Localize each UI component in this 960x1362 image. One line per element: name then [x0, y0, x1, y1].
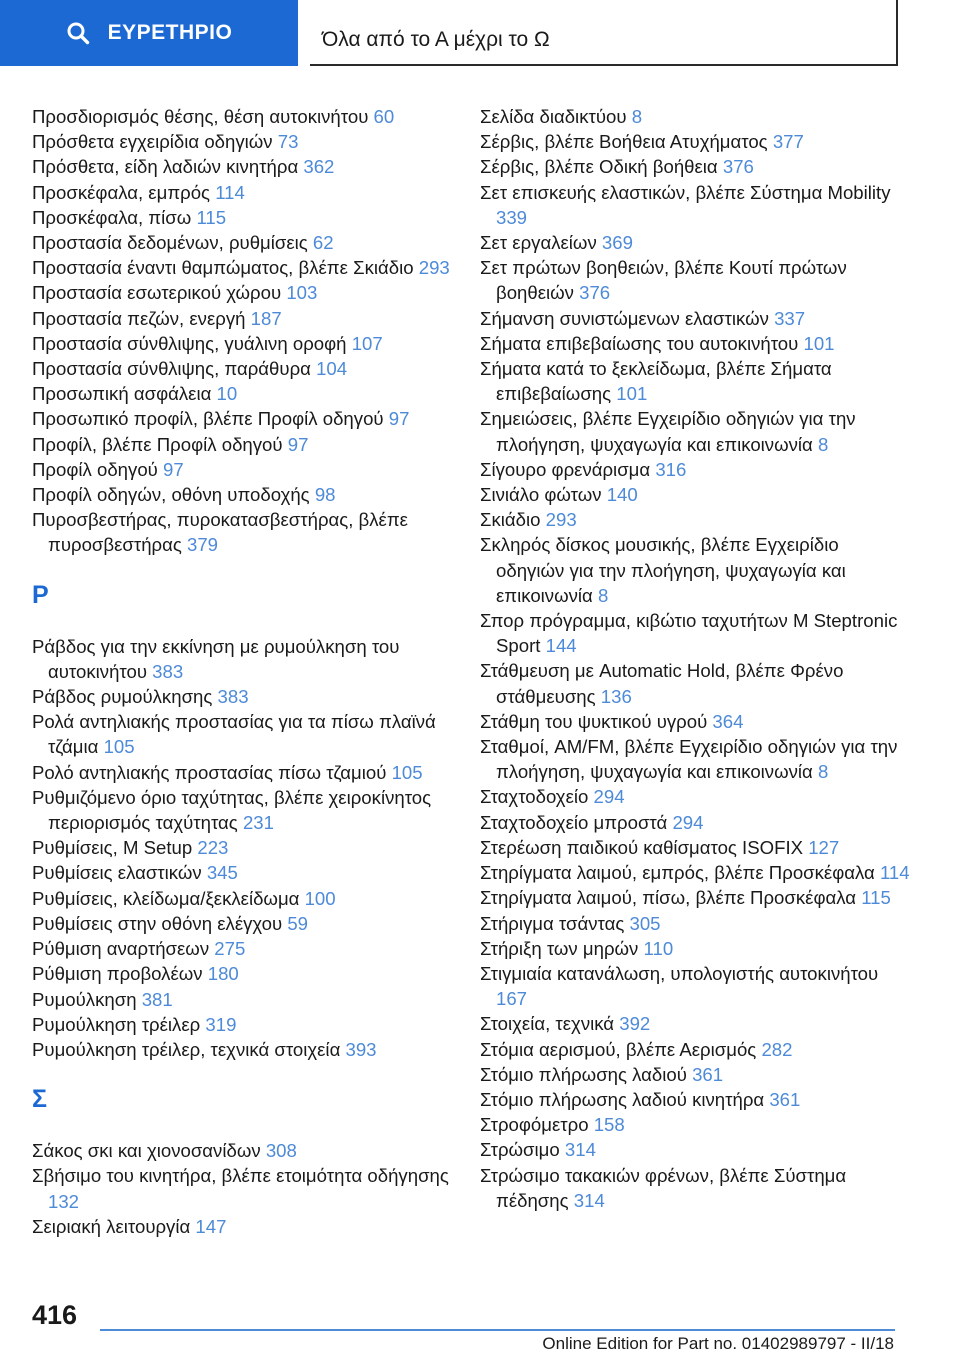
index-entry [32, 760, 462, 785]
index-entry [32, 104, 462, 129]
index-tab-label: ΕΥΡΕΤΗΡΙΟ [107, 21, 233, 44]
page-link[interactable]: 105 [391, 761, 423, 783]
index-tab[interactable] [0, 0, 298, 66]
page-link[interactable]: 104 [316, 358, 348, 380]
footer-divider [100, 1329, 895, 1331]
index-entry-text: Ρυθμίσεις ελαστικών [32, 862, 202, 884]
search-icon [66, 21, 90, 45]
page-link[interactable]: 110 [643, 937, 674, 959]
index-entry [480, 457, 910, 482]
page-link[interactable]: 10 [216, 383, 238, 405]
index-entry-text: Ρυθμίσεις, κλείδωμα/ξεκλείδωμα [32, 887, 300, 909]
index-entry-text: Σέρβις, βλέπε Οδική βοήθεια [480, 156, 718, 178]
index-entry [32, 381, 462, 406]
index-entry-text: Ρυμούλκηση [32, 988, 137, 1010]
index-entry [32, 886, 462, 911]
page-link[interactable]: 167 [496, 988, 528, 1010]
index-entry-text: Στήριξη των μηρών [480, 937, 639, 959]
page-link[interactable]: 59 [287, 912, 309, 934]
index-entry-text: Στόμιο πλήρωσης λαδιού κινητήρα [480, 1088, 765, 1110]
index-column-right [480, 104, 910, 1213]
page-link[interactable]: 362 [303, 156, 335, 178]
index-entry [480, 734, 910, 784]
index-entry-text: Ρυθμίσεις, M Setup [32, 837, 193, 859]
index-entry [32, 432, 462, 457]
index-entry [32, 1163, 462, 1213]
page-link[interactable]: 293 [545, 509, 577, 531]
index-entry [32, 205, 462, 230]
index-entry-text: Ρύθμιση αναρτήσεων [32, 938, 210, 960]
index-letter-heading: Ρ [32, 580, 49, 609]
page-link[interactable]: 147 [195, 1215, 227, 1237]
page-link[interactable]: 282 [761, 1038, 793, 1060]
index-entry-text: Προστασία πεζών, ενεργή [32, 307, 246, 329]
index-entry [480, 709, 910, 734]
page-link[interactable]: 275 [214, 938, 246, 960]
index-entry [480, 104, 910, 129]
index-entry-text: Σινιάλο φώτων [480, 484, 602, 506]
index-entry-text: Προσδιορισμός θέσης, θέση αυτοκινήτου [32, 106, 369, 127]
page-link[interactable]: 345 [206, 862, 238, 884]
index-entry-text: Σήματα επιβεβαίωσης του αυτοκινήτου [480, 332, 799, 354]
index-entry-text: Στόμιο πλήρωσης λαδιού [480, 1063, 687, 1085]
index-entry-text: Προφίλ, βλέπε Προφίλ οδηγού [32, 433, 283, 455]
index-entry [32, 356, 462, 381]
index-entry-text: Σταχτοδοχείο μπροστά [480, 811, 668, 833]
index-entry-text: Στρώσιμο [480, 1139, 560, 1161]
page-link[interactable]: 8 [817, 433, 829, 455]
page-link[interactable]: 8 [631, 106, 643, 127]
page-link[interactable]: 316 [655, 458, 687, 480]
page-link[interactable]: 392 [619, 1013, 651, 1035]
index-entry-text: Ρυθμίσεις στην οθόνη ελέγχου [32, 912, 283, 934]
page-link[interactable]: 339 [496, 206, 528, 228]
index-entry-text: Ράβδος ρυμούλκησης [32, 686, 213, 708]
index-entry-text: Σειριακή λειτουργία [32, 1215, 191, 1237]
page-link[interactable]: 158 [593, 1114, 625, 1136]
index-entry-text: Προσκέφαλα, εμπρός [32, 181, 211, 203]
index-entry-text: Σκιάδιο [480, 509, 541, 531]
page-link[interactable]: 361 [692, 1063, 724, 1085]
index-entry [480, 1087, 910, 1112]
page-link[interactable]: 223 [197, 837, 229, 859]
index-entry-text: Προφίλ οδηγού [32, 458, 158, 480]
index-entry-text: Πυροσβεστήρας, πυροκατασβεστήρας, βλέπε πυροσβεστήρας [32, 509, 408, 556]
page-link[interactable]: 132 [48, 1190, 80, 1212]
page-link[interactable]: 115 [196, 206, 227, 228]
index-entry-text: Πρόσθετα, είδη λαδιών κινητήρα [32, 156, 299, 178]
index-entry-text: Σημειώσεις, βλέπε Εγχειρίδιο οδηγιών για την πλοήγηση, ψυχαγωγία και επικοινωνία [480, 408, 856, 455]
index-entry [32, 230, 462, 255]
index-entry-text: Προσκέφαλα, πίσω [32, 206, 192, 228]
page-link[interactable]: 376 [579, 282, 611, 304]
index-entry [480, 1137, 910, 1162]
page-link[interactable]: 379 [187, 534, 219, 556]
index-entry-text: Ρυμούλκηση τρέιλερ [32, 1013, 201, 1035]
index-entry-text: Σήματα κατά το ξεκλείδωμα, βλέπε Σήματα επιβεβαίωσης [480, 358, 832, 405]
index-entry-text: Προφίλ οδηγών, οθόνη υποδοχής [32, 484, 310, 506]
index-entry [480, 255, 910, 305]
index-entry-text: Ρυμούλκηση τρέιλερ, τεχνικά στοιχεία [32, 1038, 341, 1060]
page-link[interactable]: 73 [277, 131, 299, 153]
page-link[interactable]: 62 [312, 232, 334, 254]
page-link[interactable]: 364 [712, 710, 744, 732]
index-entry-text: Σταχτοδοχείο [480, 786, 589, 808]
page-link[interactable]: 100 [304, 887, 336, 909]
index-entry [32, 154, 462, 179]
index-entry [480, 1011, 910, 1036]
page-link[interactable]: 114 [215, 181, 245, 203]
page-link[interactable]: 361 [769, 1088, 801, 1110]
index-entry [480, 608, 910, 658]
index-entry-text: Στερέωση παιδικού καθίσματος ISOFIX [480, 836, 804, 858]
page-link[interactable]: 114 [879, 862, 910, 884]
page-link[interactable]: 127 [808, 836, 840, 858]
index-entry [32, 331, 462, 356]
index-entry [480, 784, 910, 809]
index-entry-text: Προστασία σύνθλιψης, παράθυρα [32, 358, 311, 380]
index-entry-text: Ρυθμιζόμενο όριο ταχύτητας, βλέπε χειροκίνητος περιορισμός ταχύτητας [32, 786, 432, 834]
page-link[interactable]: 383 [152, 660, 184, 682]
page-link[interactable]: 144 [545, 635, 577, 657]
page-link[interactable]: 60 [373, 106, 395, 127]
index-entry-text: Στροφόμετρο [480, 1114, 589, 1136]
index-entry-text: Στοιχεία, τεχνικά [480, 1013, 615, 1035]
index-entry [480, 961, 910, 1011]
index-entry [480, 230, 910, 255]
page-link[interactable]: 314 [573, 1189, 605, 1211]
index-entry [480, 406, 910, 456]
index-entry-text: Σπορ πρόγραμμα, κιβώτιο ταχυτήτων M Steptronic Sport [480, 610, 898, 657]
index-entry-text: Σκληρός δίσκος μουσικής, βλέπε Εγχειρίδιο οδηγιών για την πλοήγηση, ψυχαγωγία και επικοινωνία [480, 534, 846, 606]
index-entry [32, 785, 462, 835]
index-entry-text: Προστασία δεδομένων, ρυθμίσεις [32, 232, 308, 254]
page-link[interactable]: 97 [287, 433, 309, 455]
index-entry-text: Προστασία έναντι θαμπώματος, βλέπε Σκιάδιο [32, 257, 414, 279]
index-entry [480, 507, 910, 532]
page-link[interactable]: 98 [314, 484, 336, 506]
index-entry [480, 532, 910, 608]
index-entry [480, 860, 910, 885]
index-entry [32, 987, 462, 1012]
index-entry [32, 180, 462, 205]
index-entry-text: Προστασία σύνθλιψης, γυάλινη οροφή [32, 332, 347, 354]
index-entry [480, 936, 910, 961]
edition-text: Online Edition for Part no. 01402989797 - II/18 [542, 1334, 894, 1353]
index-entry-text: Σάκος σκι και χιονοσανίδων [32, 1140, 261, 1162]
page-link[interactable]: 115 [861, 887, 891, 909]
index-entry-text: Ρύθμιση προβολέων [32, 963, 203, 985]
page-link[interactable]: 294 [672, 811, 704, 833]
page-link[interactable]: 187 [250, 307, 282, 329]
index-entry-text: Ράβδος για την εκκίνηση με ρυμούλκηση του αυτοκινήτου [32, 635, 400, 682]
page-link[interactable]: 294 [593, 786, 625, 808]
index-entry-text: Στήριγμα τσάντας [480, 912, 625, 934]
index-entry [480, 180, 910, 230]
index-entry [480, 306, 910, 331]
index-entry [32, 1037, 462, 1062]
page-link[interactable]: 8 [597, 584, 609, 606]
index-entry-text: Στιγμιαία κατανάλωση, υπολογιστής αυτοκινήτου [480, 962, 879, 984]
index-entry [480, 1037, 910, 1062]
page-link[interactable]: 103 [286, 282, 318, 304]
index-entry [480, 356, 910, 406]
index-entry-text: Σετ πρώτων βοηθειών, βλέπε Κουτί πρώτων βοηθειών [480, 257, 847, 304]
index-entry [32, 961, 462, 986]
index-entry [480, 810, 910, 835]
index-entry-text: Προσωπική ασφάλεια [32, 383, 212, 405]
page-link[interactable]: 136 [600, 685, 632, 707]
index-entry [480, 331, 910, 356]
index-entry-text: Σετ εργαλείων [480, 232, 597, 254]
index-entry [32, 709, 462, 759]
index-entry [32, 684, 462, 709]
index-entry [480, 911, 910, 936]
index-entry-text: Σετ επισκευής ελαστικών, βλέπε Σύστημα Mobility [480, 181, 891, 203]
page-link[interactable]: 140 [606, 484, 638, 506]
index-entry-text: Προστασία εσωτερικού χώρου [32, 282, 282, 304]
index-entry [32, 255, 462, 280]
index-entry [32, 936, 462, 961]
index-entry [32, 457, 462, 482]
index-entry [480, 1163, 910, 1213]
index-entry [32, 1214, 462, 1239]
index-entry-text: Σίγουρο φρενάρισμα [480, 458, 651, 480]
index-entry-text: Στρώσιμο τακακιών φρένων, βλέπε Σύστημα πέδησης [480, 1164, 847, 1211]
index-entry [480, 885, 910, 910]
index-entry-text: Σταθμοί, AM/FM, βλέπε Εγχειρίδιο οδηγιών για την πλοήγηση, ψυχαγωγία και επικοινωνία [480, 736, 898, 783]
index-entry-text: Πρόσθετα εγχειρίδια οδηγιών [32, 131, 273, 153]
page-link[interactable]: 369 [601, 232, 633, 254]
page-link[interactable]: 101 [616, 383, 648, 405]
page-link[interactable]: 105 [103, 736, 135, 758]
index-entry [480, 129, 910, 154]
index-entry-text: Στόμια αερισμού, βλέπε Αερισμός [480, 1038, 757, 1060]
page-link[interactable]: 293 [418, 257, 450, 279]
index-entry-text: Προσωπικό προφίλ, βλέπε Προφίλ οδηγού [32, 408, 384, 430]
page-link[interactable]: 180 [207, 963, 239, 985]
index-entry-text: Στηρίγματα λαιμού, πίσω, βλέπε Προσκέφαλα [480, 887, 857, 909]
index-entry [32, 129, 462, 154]
page-link[interactable]: 231 [242, 812, 274, 834]
index-entry-text: Ρολά αντηλιακής προστασίας για τα πίσω πλαϊνά τζάμια [32, 711, 436, 758]
index-entry-text: Σβήσιμο του κινητήρα, βλέπε ετοιμότητα οδήγησης [32, 1165, 449, 1187]
index-entry [480, 658, 910, 708]
index-entry [32, 280, 462, 305]
page-link[interactable]: 376 [722, 156, 754, 178]
index-entry-text: Στάθμευση με Automatic Hold, βλέπε Φρένο στάθμευσης [480, 660, 844, 707]
index-entry-text: Στάθμη του ψυκτικού υγρού [480, 710, 708, 732]
index-entry [32, 406, 462, 431]
page-link[interactable]: 101 [803, 332, 835, 354]
page-link[interactable]: 381 [141, 988, 173, 1010]
page-link[interactable]: 8 [817, 761, 829, 783]
index-letter-heading: Σ [32, 1085, 48, 1114]
index-entry [32, 634, 462, 684]
page-link[interactable]: 107 [351, 332, 383, 354]
page-link[interactable]: 305 [629, 912, 661, 934]
index-entry [32, 1138, 462, 1163]
index-entry [32, 860, 462, 885]
index-entry [32, 482, 462, 507]
page-link[interactable]: 308 [265, 1140, 297, 1162]
index-entry-text: Σελίδα διαδικτύου [480, 106, 627, 127]
index-entry [480, 835, 910, 860]
index-entry-text: Στηρίγματα λαιμού, εμπρός, βλέπε Προσκέφαλα [480, 862, 875, 884]
page-link[interactable]: 314 [564, 1139, 596, 1161]
page-link[interactable]: 337 [774, 307, 806, 329]
page-link[interactable]: 97 [388, 408, 410, 430]
page-link[interactable]: 319 [205, 1013, 237, 1035]
page-link[interactable]: 97 [163, 458, 184, 480]
page-number: 416 [32, 1300, 78, 1330]
index-entry-text: Σήμανση συνιστώμενων ελαστικών [480, 307, 769, 329]
index-entry [32, 911, 462, 936]
page-link[interactable]: 393 [345, 1038, 377, 1060]
index-entry-text: Ρολό αντηλιακής προστασίας πίσω τζαμιού [32, 761, 387, 783]
index-entry [480, 482, 910, 507]
page-link[interactable]: 383 [217, 686, 249, 708]
index-entry [32, 306, 462, 331]
index-entry [32, 835, 462, 860]
index-entry [32, 507, 462, 557]
page-link[interactable]: 377 [772, 131, 804, 153]
index-column-left [32, 104, 462, 1239]
page-title: Όλα από το Α μέχρι το Ω [322, 28, 550, 51]
index-entry [480, 1112, 910, 1137]
index-entry [480, 154, 910, 179]
index-entry-text: Σέρβις, βλέπε Βοήθεια Ατυχήματος [480, 131, 768, 153]
index-entry [480, 1062, 910, 1087]
index-entry [32, 1012, 462, 1037]
